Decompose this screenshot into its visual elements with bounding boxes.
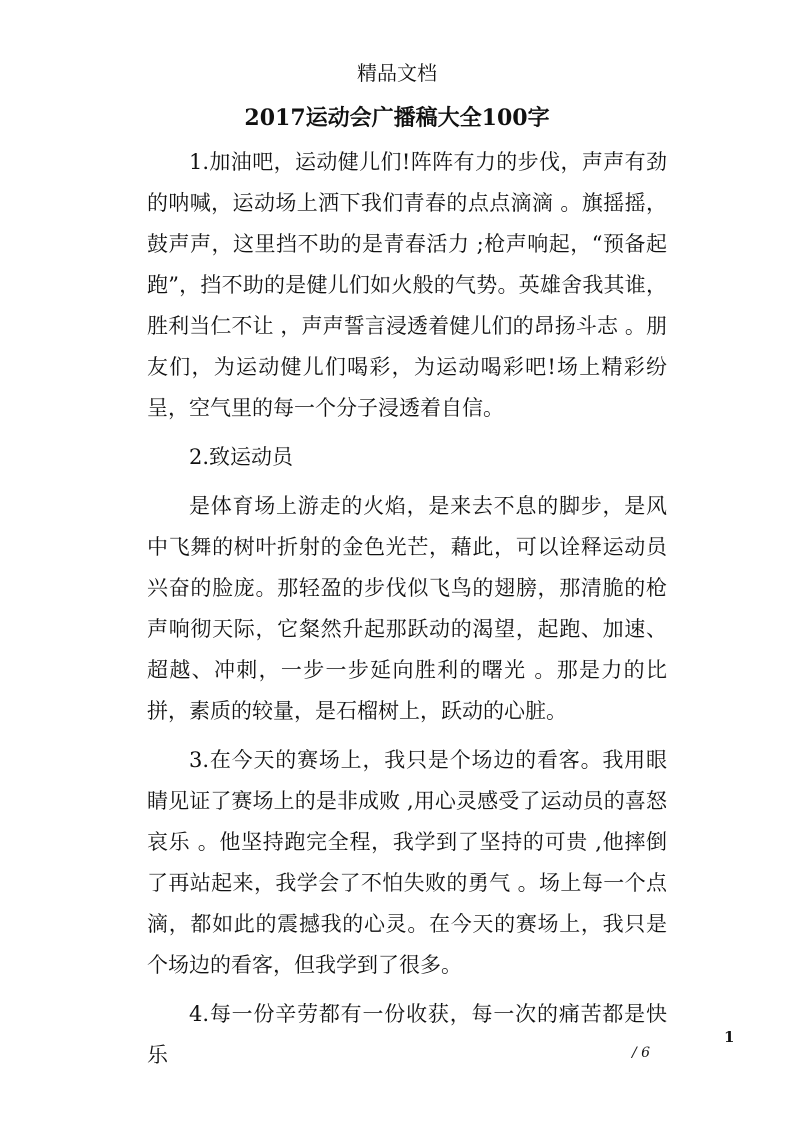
paragraph-2-heading: 2.致运动员 [189,445,294,469]
page-total: / 6 [632,1045,651,1061]
document-header: 精品文档 [357,61,437,85]
document-body [147,142,667,1076]
paragraph-4: 3.在今天的赛场上，我只是个场边的看客。我用眼睛见证了赛场上的是非成败 ,用心灵感受了运动员的喜怒哀乐 。他坚持跑完全程，我学到了坚持的可贵 ,他摔倒了再站起来，我学会了不怕失败的勇气 。场上每一个点滴，都如此的震撼我的心灵。在今天的赛场上，我只是个场边的看客，但我学到了很多。 [147,748,667,977]
paragraph-5: 4.每一份辛劳都有一份收获，每一次的痛苦都是快乐 [147,1002,667,1067]
paragraph-1: 1.加油吧，运动健儿们!阵阵有力的步伐，声声有劲的呐喊，运动场上洒下我们青春的点点滴滴 。旗摇摇，鼓声声，这里挡不助的是青春活力 ;枪声响起，“预备起跑”，挡不助的是健儿们如火般的气势。英雄舍我其谁，胜利当仁不让 ，声声誓言浸透着健儿们的昂扬斗志 。朋友们，为运动健儿们喝彩，为运动喝彩吧!场上精彩纷呈，空气里的每一个分子浸透着自信。 [147,150,667,420]
paragraph-3: 是体育场上游走的火焰，是来去不息的脚步，是风中飞舞的树叶折射的金色光芒，藉此，可以诠释运动员兴奋的脸庞。那轻盈的步伐似飞鸟的翅膀，那清脆的枪声响彻天际，它粲然升起那跃动的渴望，起跑、加速、超越、冲刺，一步一步延向胜利的曙光 。那是力的比拼，素质的较量，是石榴树上，跃动的心脏。 [147,494,667,723]
document-title: 2017运动会广播稿大全100字 [244,105,550,131]
page-number: 1 [724,1028,735,1046]
